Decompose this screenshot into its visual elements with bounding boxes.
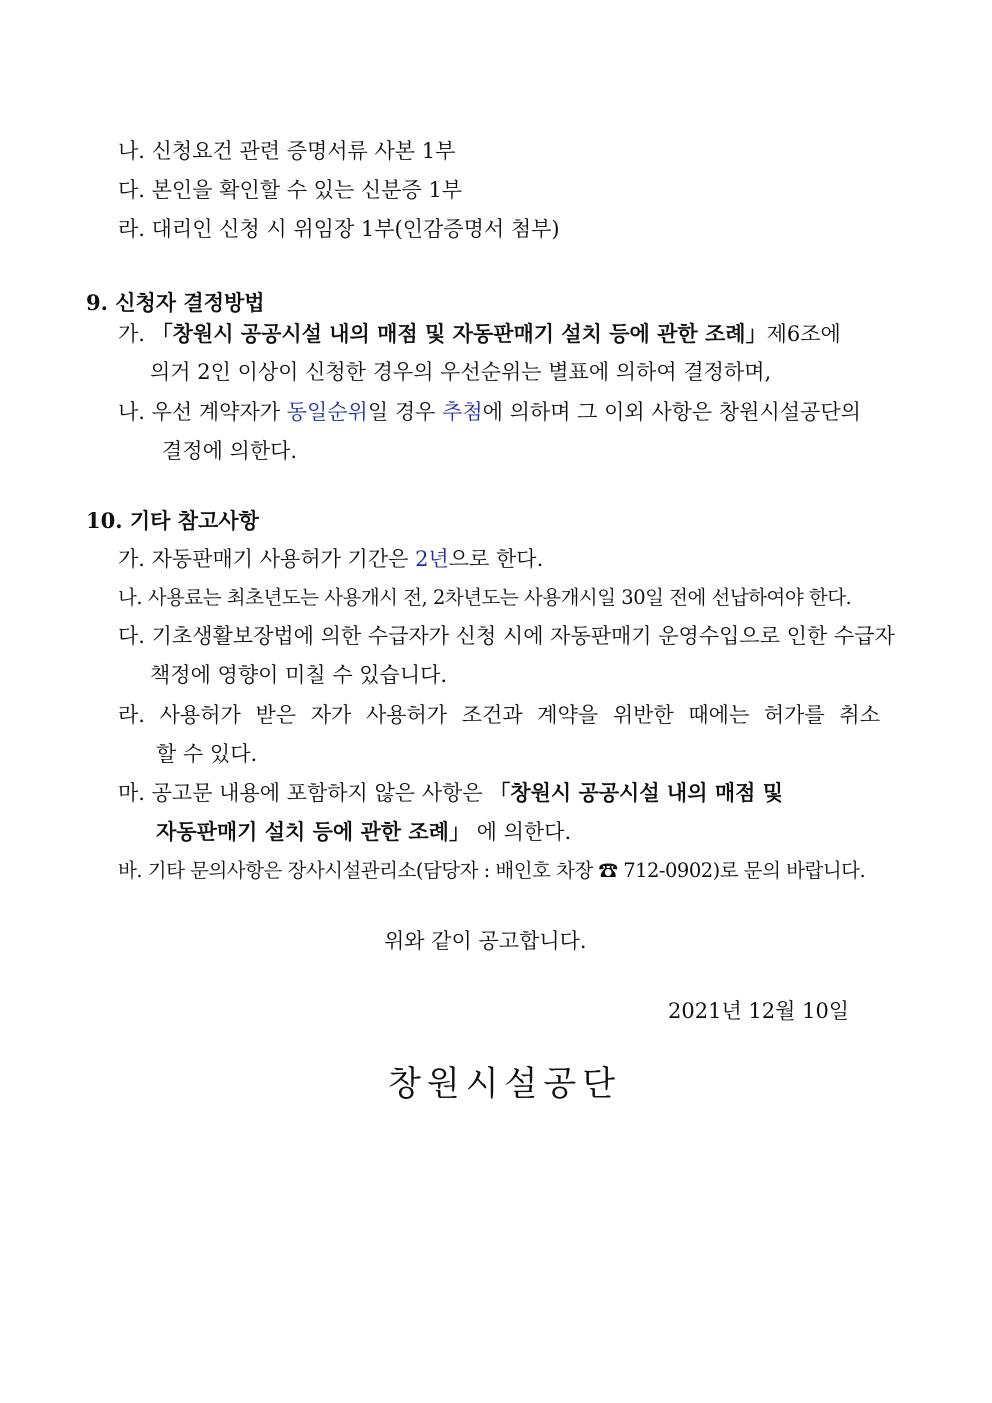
ordinance-title-part2: 자동판매기 설치 등에 관한 조례」	[156, 819, 470, 844]
item-9-na-part3: 에 의하며 그 이외 사항은 창원시설공단의	[482, 400, 861, 424]
item-na-documents: 나. 신청요건 관련 증명서류 사본 1부	[118, 139, 456, 163]
item-10-da-line1: 다. 기초생활보장법에 의한 수급자가 신청 시에 자동판매기 운영수입으로 인한 수급자	[118, 624, 895, 648]
item-10-ma-suffix: 에 의한다.	[469, 820, 572, 844]
highlight-lottery: 추첨	[442, 400, 483, 424]
item-10-ga	[118, 545, 543, 573]
item-10-ma-line2	[156, 818, 571, 846]
item-9-ga-suffix: 제6조에	[766, 322, 841, 346]
closing-notice: 위와 같이 공고합니다.	[384, 929, 587, 953]
item-9-ga-line2: 의거 2인 이상이 신청한 경우의 우선순위는 별표에 의하여 결정하며,	[150, 360, 772, 384]
item-10-ga-part2: 으로 한다.	[448, 547, 544, 571]
item-ra-proxy: 라. 대리인 신청 시 위임장 1부(인감증명서 첨부)	[118, 217, 560, 241]
item-10-ra-line1: 라. 사용허가 받은 자가 사용허가 조건과 계약을 위반한 때에는 허가를 취소	[118, 703, 881, 727]
item-10-ba-contact: 바. 기타 문의사항은 장사시설관리소(담당자 : 배인호 차장 ☎ 712-0902)로 문의 바랍니다.	[118, 859, 866, 882]
notice-date: 2021년 12월 10일	[668, 999, 850, 1023]
item-10-ga-part1: 가. 자동판매기 사용허가 기간은	[118, 547, 416, 571]
item-10-da-line2: 책정에 영향이 미칠 수 있습니다.	[150, 663, 448, 687]
item-9-na-part2: 일 경우	[367, 400, 443, 424]
item-10-ma-prefix: 마. 공고문 내용에 포함하지 않은 사항은	[118, 781, 490, 805]
highlight-two-years: 2년	[415, 547, 449, 571]
item-10-ma	[118, 779, 783, 807]
ordinance-title: 「창원시 공공시설 내의 매점 및 자동판매기 설치 등에 관한 조례」	[151, 321, 767, 346]
highlight-same-rank: 동일순위	[286, 400, 368, 424]
item-10-na: 나. 사용료는 최초년도는 사용개시 전, 2차년도는 사용개시일 30일 전에 선납하여야 한다.	[118, 586, 852, 609]
ordinance-title-part1: 「창원시 공공시설 내의 매점 및	[489, 780, 783, 805]
item-9-na	[118, 398, 861, 426]
organization-name: 창원시설공단	[388, 1064, 622, 1104]
item-9-na-part1: 나. 우선 계약자가	[118, 400, 287, 424]
section-9-heading: 9. 신청자 결정방법	[86, 290, 265, 315]
section-10-heading: 10. 기타 참고사항	[86, 508, 259, 533]
item-9-ga-prefix: 가.	[118, 322, 152, 346]
item-9-ga	[118, 320, 841, 348]
item-da-id-card: 다. 본인을 확인할 수 있는 신분증 1부	[118, 178, 463, 202]
item-9-na-line2: 결정에 의한다.	[162, 439, 298, 463]
item-10-ra-line2: 할 수 있다.	[156, 742, 258, 766]
